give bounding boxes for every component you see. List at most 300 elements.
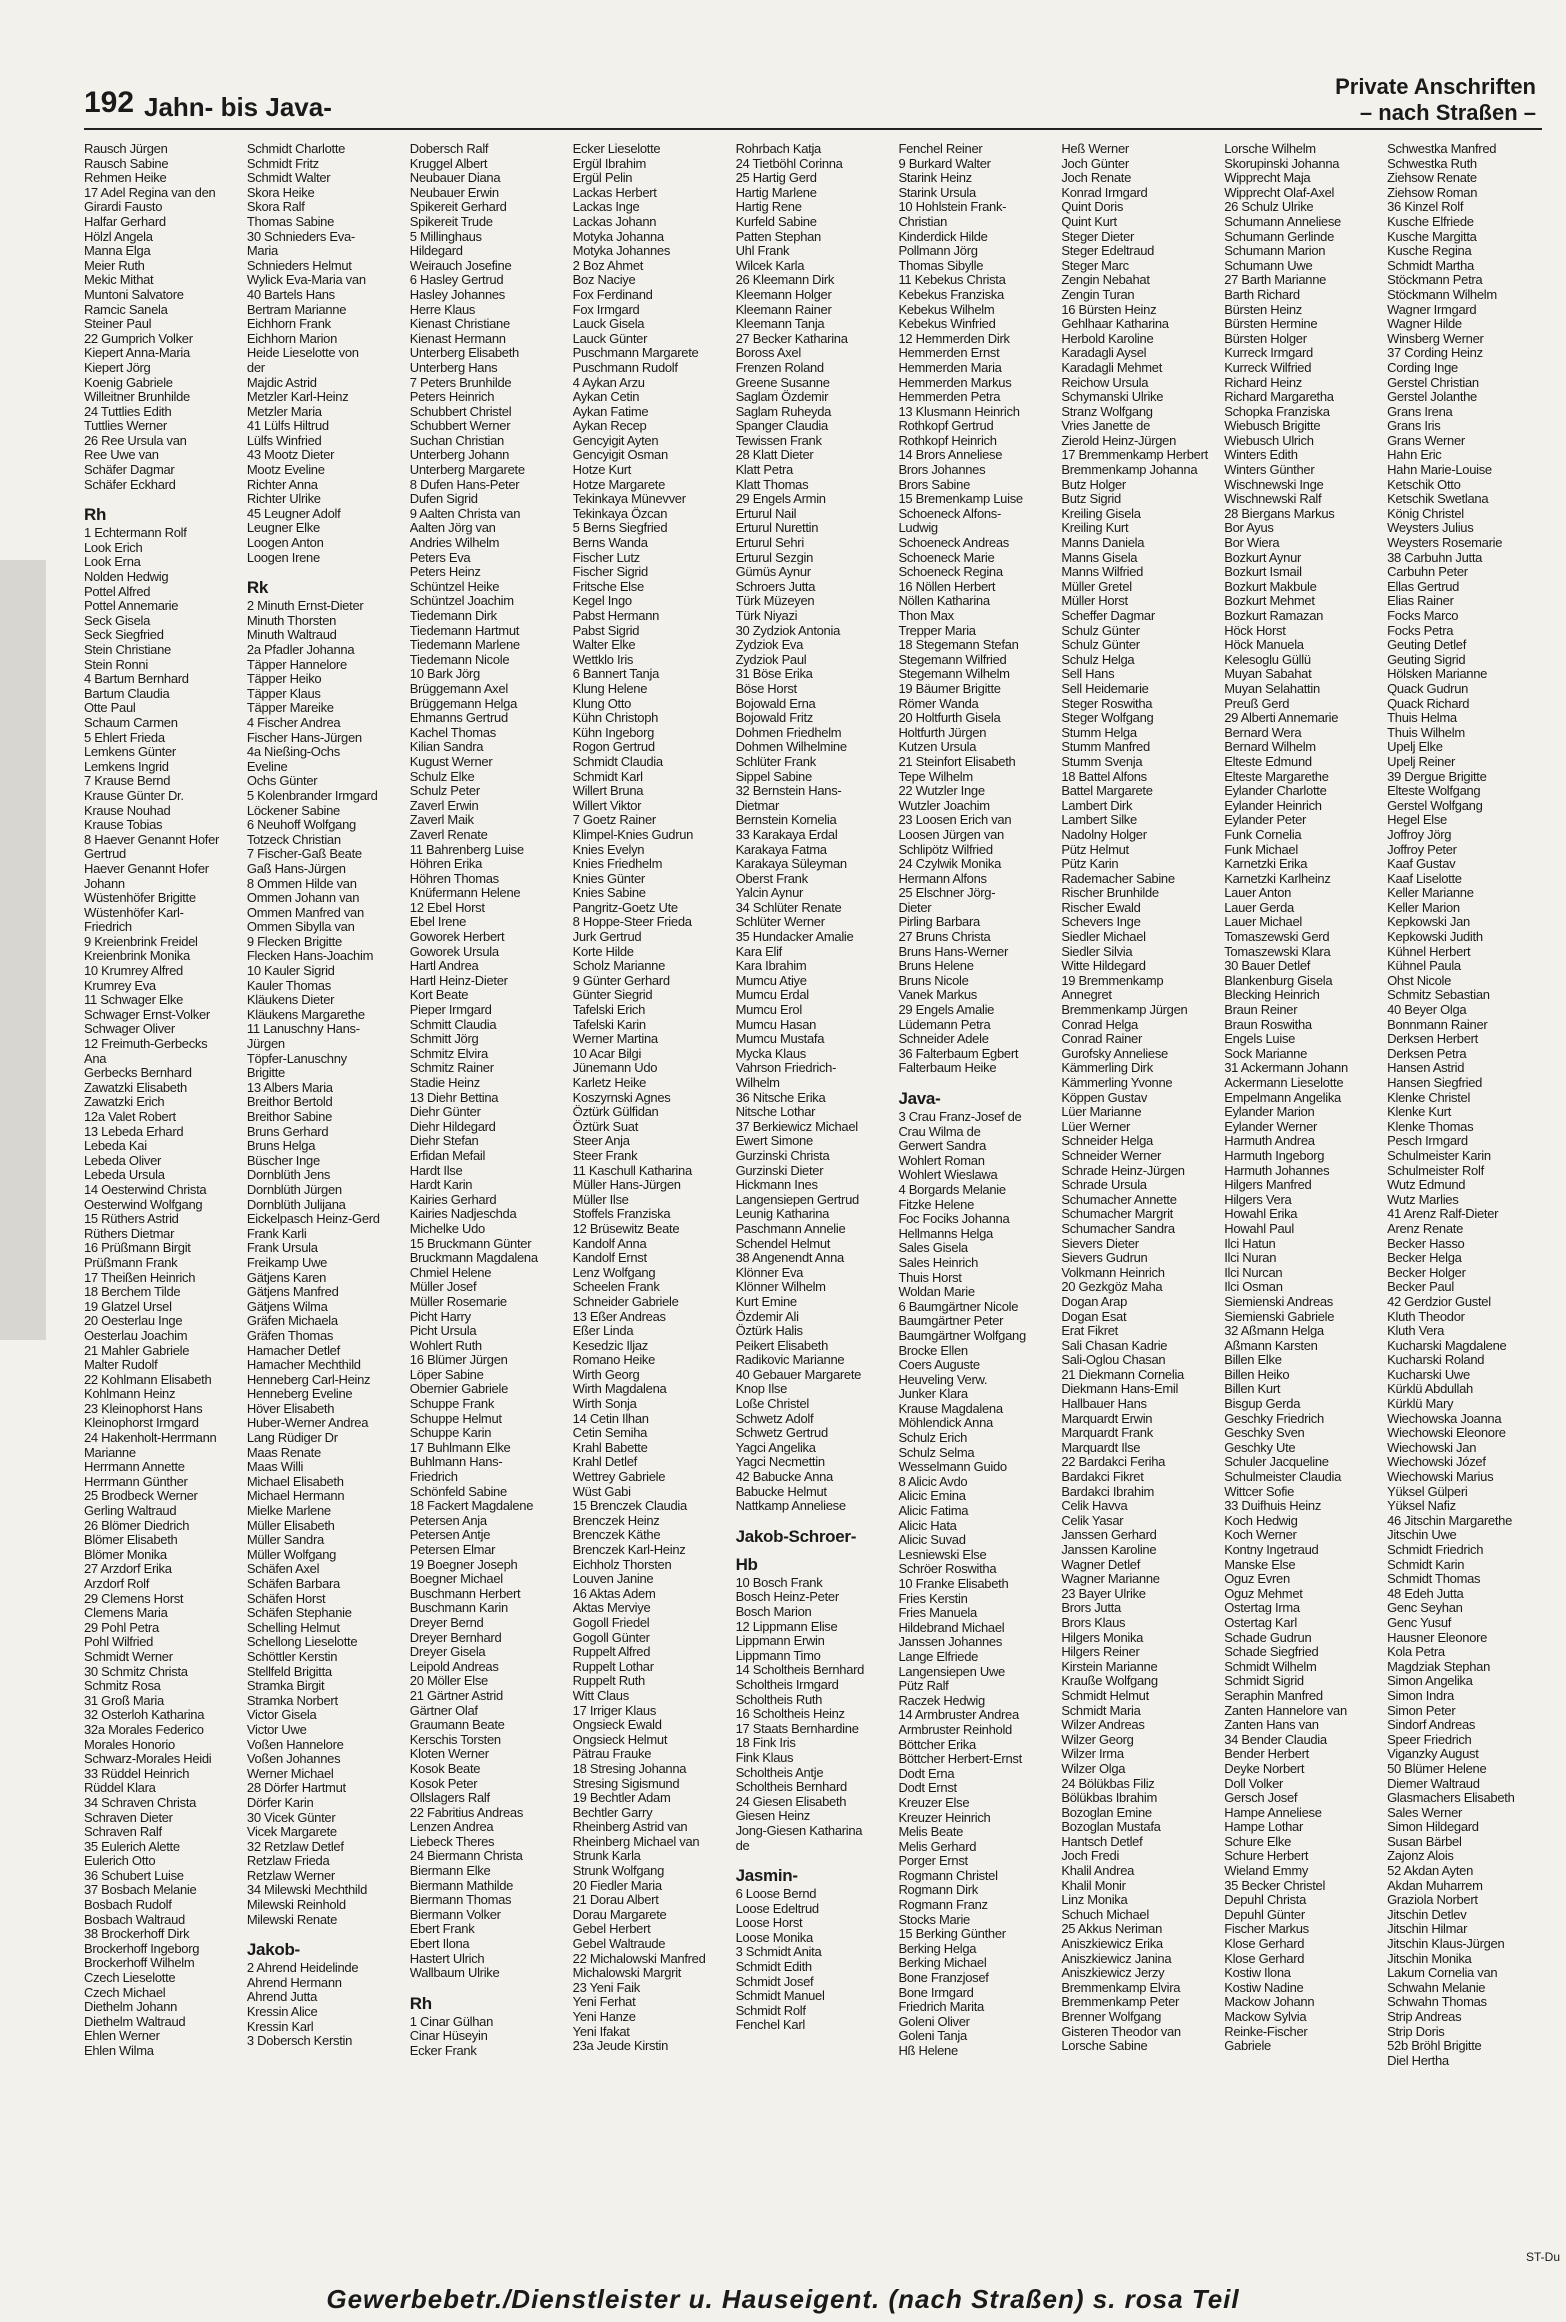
directory-entry: Korte Hilde — [572, 943, 634, 959]
directory-entry: Schmidt Sigrid — [1224, 1673, 1304, 1689]
directory-entry: Tiedemann Nicole — [409, 651, 510, 667]
directory-entry: Wohlert Wieslawa — [898, 1167, 998, 1183]
directory-entry: 32 Bernstein Hans- — [735, 783, 842, 799]
directory-entry: Bisgup Gerda — [1224, 1396, 1301, 1412]
directory-entry: Hermann Alfons — [898, 870, 987, 886]
directory-entry: 26 Kleemann Dirk — [735, 272, 835, 288]
directory-entry: Siemienski Andreas — [1224, 1293, 1334, 1309]
directory-entry: 5 Kolenbrander Irmgard — [246, 787, 378, 803]
directory-entry: Schulz Elke — [409, 768, 475, 784]
directory-entry: 6 Hasley Gertrud — [409, 272, 504, 288]
directory-entry: Dieter — [898, 899, 932, 915]
section-title — [1335, 74, 1536, 126]
directory-entry: Michael Elisabeth — [246, 1473, 344, 1489]
directory-entry: Blömer Elisabeth — [84, 1532, 178, 1548]
directory-entry: 7 Fischer-Gaß Beate — [246, 846, 362, 862]
directory-entry: Eylander Heinrich — [1224, 797, 1322, 813]
directory-entry: Brüggemann Helga — [409, 695, 517, 711]
directory-entry: Ergül Pelin — [572, 170, 633, 186]
directory-entry: Müller Horst — [1061, 593, 1128, 609]
directory-entry: Friedrich — [409, 1469, 458, 1485]
directory-entry: 10 Bark Jörg — [409, 666, 480, 682]
directory-entry: 2a Pfadler Johanna — [246, 642, 355, 657]
directory-entry: Lange Elfriede — [898, 1648, 979, 1664]
directory-entry: Wieland Emmy — [1224, 1863, 1309, 1879]
directory-entry: Wiechowski Marius — [1387, 1469, 1494, 1485]
directory-entry: Bozoglan Mustafa — [1061, 1819, 1161, 1835]
directory-entry: Junker Klara — [898, 1386, 968, 1402]
directory-entry: Derksen Herbert — [1387, 1031, 1478, 1047]
directory-entry: Peters Eva — [409, 549, 471, 565]
directory-entry: Tewissen Frank — [735, 432, 822, 448]
directory-entry: Schumann Anneliese — [1224, 213, 1341, 229]
directory-entry: Kürklü Abdullah — [1387, 1381, 1473, 1397]
directory-entry: Lorsche Wilhelm — [1224, 142, 1316, 156]
directory-entry: Minuth Thorsten — [246, 612, 337, 628]
directory-entry: Jitschin Detlev — [1387, 1906, 1467, 1922]
directory-entry: 40 Beyer Olga — [1387, 1002, 1467, 1018]
directory-entry: Krause Nouhad — [84, 802, 171, 818]
directory-entry: 30 Zydziok Antonia — [735, 622, 841, 638]
directory-entry: Quint Doris — [1061, 199, 1124, 215]
directory-entry: Klatt Petra — [735, 462, 793, 478]
directory-entry: Simon Angelika — [1387, 1673, 1473, 1689]
directory-entry: Eylander Peter — [1224, 812, 1307, 828]
directory-entry: Mumcu Hasan — [735, 1016, 817, 1032]
directory-entry: Steiner Paul — [84, 316, 152, 332]
directory-entry: Kleemann Rainer — [735, 301, 832, 317]
directory-entry: Loogen Anton — [246, 535, 324, 551]
directory-entry: Wiechowska Joanna — [1387, 1410, 1502, 1426]
directory-entry: Unterberg Margarete — [409, 462, 525, 478]
directory-entry: Vries Janette de — [1061, 418, 1151, 434]
directory-entry: Ebert Ilona — [409, 1936, 470, 1952]
directory-entry: Sales Heinrich — [898, 1254, 979, 1270]
directory-entry: Lemkens Günter — [84, 744, 176, 760]
directory-entry: 38 Carbuhn Jutta — [1387, 549, 1483, 565]
directory-entry: Müller Rosemarie — [409, 1293, 507, 1309]
directory-entry: Köppen Gustav — [1061, 1089, 1148, 1105]
directory-entry: Kreienbrink Monika — [84, 948, 190, 964]
directory-entry: Neubauer Erwin — [409, 184, 499, 200]
directory-entry: 32a Morales Federico — [84, 1721, 204, 1737]
directory-entry: Scholtheis Irmgard — [735, 1676, 839, 1692]
directory-entry: Gencyigit Ayten — [572, 432, 659, 448]
directory-entry: Maas Willi — [246, 1459, 304, 1475]
directory-entry: 45 Leugner Adolf — [246, 505, 341, 521]
directory-entry: Sievers Gudrun — [1061, 1250, 1148, 1266]
directory-entry: Klimpel-Knies Gudrun — [572, 826, 694, 842]
directory-entry: Bozkurt Aynur — [1224, 549, 1302, 565]
directory-entry: 25 Hartig Gerd — [735, 170, 817, 186]
directory-entry: Gerwert Sandra — [898, 1138, 987, 1154]
directory-entry: Porger Ernst — [898, 1853, 968, 1869]
directory-entry: Diehr Hildegard — [409, 1118, 496, 1134]
directory-entry: Kebekus Wilhelm — [898, 301, 995, 317]
directory-entry: Dörfer Karin — [246, 1794, 314, 1810]
directory-entry: Siedler Michael — [1061, 929, 1146, 945]
directory-entry: 2 Boz Ahmet — [572, 257, 644, 273]
directory-entry: Neubauer Diana — [409, 170, 501, 186]
directory-entry: 7 Krause Bernd — [84, 773, 171, 789]
directory-entry: 20 Oesterlau Inge — [84, 1313, 183, 1329]
directory-entry: Knop Ilse — [735, 1381, 788, 1397]
directory-entry: Marquardt Ilse — [1061, 1439, 1141, 1455]
directory-entry: Fox Irmgard — [572, 301, 640, 317]
directory-entry: Lauer Michael — [1224, 914, 1302, 930]
directory-entry: Bor Wiera — [1224, 535, 1280, 551]
directory-entry: Bremmenkamp Johanna — [1061, 462, 1198, 478]
directory-entry: Brenner Wolfgang — [1061, 2009, 1162, 2024]
directory-entry: Otte Paul — [84, 700, 136, 716]
directory-entry: Knies Friedhelm — [572, 856, 663, 872]
directory-entry: Schade Siegfried — [1224, 1644, 1319, 1660]
directory-entry: Lenz Wolfgang — [572, 1264, 656, 1280]
directory-entry: Oguz Mehmet — [1224, 1585, 1303, 1601]
directory-entry: 16 Aktas Adem — [572, 1585, 656, 1601]
directory-entry: Grans Werner — [1387, 432, 1465, 448]
directory-entry: Schrade Ursula — [1061, 1177, 1147, 1193]
directory-entry: Alicic Hata — [898, 1517, 957, 1533]
directory-entry: Becker Paul — [1387, 1279, 1454, 1295]
directory-entry: 8 Alicic Avdo — [898, 1473, 968, 1489]
directory-entry: Hardt Karin — [409, 1177, 473, 1193]
directory-entry: Girardi Fausto — [84, 199, 163, 215]
directory-entry: Kairies Nadjeschda — [409, 1206, 517, 1222]
directory-entry: Howahl Erika — [1224, 1206, 1298, 1222]
directory-entry: Rausch Sabine — [84, 155, 169, 171]
directory-entry: Geuting Sigrid — [1387, 651, 1466, 667]
directory-entry: Bruns Helene — [898, 958, 974, 974]
directory-entry: Wutz Edmund — [1387, 1177, 1466, 1193]
directory-entry: Steger Roswitha — [1061, 695, 1153, 711]
directory-entry: Wohlert Ruth — [409, 1337, 482, 1353]
directory-entry: 50 Blümer Helene — [1387, 1760, 1487, 1776]
directory-entry: Kerschis Torsten — [409, 1731, 501, 1747]
directory-entry: Ehlen Werner — [84, 2028, 160, 2044]
directory-entry: Muntoni Salvatore — [84, 286, 184, 302]
directory-entry: Ketschik Otto — [1387, 476, 1461, 492]
directory-entry — [247, 1927, 404, 1933]
directory-entry: 34 Schlüter Renate — [735, 899, 842, 915]
directory-entry: Cording Inge — [1387, 359, 1458, 375]
directory-entry: Schöttler Kerstin — [246, 1648, 338, 1664]
directory-entry: Lackas Inge — [572, 199, 640, 215]
directory-entry: 17 Adel Regina van den — [84, 184, 216, 200]
directory-entry: Harmuth Ingeborg — [1224, 1147, 1325, 1163]
directory-entry — [84, 492, 241, 498]
directory-entry: Oesterwind Wolfgang — [84, 1196, 203, 1212]
street-heading: Hb — [735, 1554, 758, 1574]
directory-entry: Leugner Elke — [246, 520, 320, 536]
directory-entry: Diethelm Waltraud — [84, 2013, 186, 2029]
directory-entry: Gabriele — [1224, 2038, 1271, 2054]
directory-entry: Wischnewski Inge — [1224, 476, 1324, 492]
directory-entry: Thon Max — [898, 608, 954, 623]
directory-entry: Goleni Tanja — [898, 2028, 967, 2044]
directory-entry: Eveline — [246, 758, 288, 774]
directory-entry: Morales Honorio — [84, 1736, 175, 1752]
directory-entry: Schmidt Charlotte — [246, 142, 346, 156]
directory-entry: Hantsch Detlef — [1061, 1833, 1143, 1849]
directory-entry: Stegemann Wilhelm — [898, 666, 1010, 682]
directory-entry: Focks Petra — [1387, 622, 1454, 638]
directory-entry: Schmidt Martha — [1387, 257, 1474, 273]
directory-entry: 9 Burkard Walter — [898, 155, 991, 171]
directory-entry: 19 Bremmenkamp — [1061, 972, 1164, 988]
street-heading: Jakob- — [246, 1940, 300, 1960]
directory-entry: Loose Horst — [735, 1915, 803, 1931]
directory-entry: Radikovic Marianne — [735, 1352, 845, 1368]
directory-entry: Unterberg Elisabeth — [409, 345, 519, 361]
directory-entry: Tafelski Erich — [572, 1002, 646, 1018]
directory-entry: Scholtheis Bernhard — [735, 1779, 847, 1795]
directory-entry: Ebert Frank — [409, 1921, 475, 1937]
directory-entry: Weysters Julius — [1387, 520, 1474, 536]
directory-entry: Herre Klaus — [409, 301, 476, 317]
directory-entry: Zanten Hannelore van — [1224, 1702, 1347, 1718]
directory-entry: Hellmanns Helga — [898, 1225, 993, 1241]
directory-entry: Schure Elke — [1224, 1833, 1292, 1849]
directory-entry: Skora Heike — [246, 184, 315, 200]
directory-entry: Schoeneck Marie — [898, 549, 995, 565]
directory-entry: Steer Frank — [572, 1147, 638, 1163]
directory-entry: Woldan Marie — [898, 1284, 975, 1300]
directory-entry: 28 Klatt Dieter — [735, 447, 814, 463]
directory-entry: Rogmann Christel — [898, 1867, 998, 1883]
directory-entry: Cetin Semiha — [572, 1425, 648, 1441]
directory-entry: Karnetzki Erika — [1224, 856, 1308, 872]
directory-entry: Kreiling Gisela — [1061, 505, 1141, 521]
directory-entry: Aßmann Karsten — [1224, 1337, 1318, 1353]
directory-entry: Wilcek Karla — [735, 257, 805, 273]
directory-entry: Lauer Anton — [1224, 885, 1292, 901]
directory-entry: Motyka Johannes — [572, 243, 671, 259]
directory-entry: Ruppelt Lothar — [572, 1658, 654, 1674]
directory-entry: Crau Wilma de — [898, 1123, 981, 1139]
directory-entry: Rausch Jürgen — [84, 142, 168, 156]
directory-entry: 34 Schraven Christa — [84, 1794, 197, 1810]
directory-entry: Krause Tobias — [84, 817, 163, 833]
directory-entry: Trepper Maria — [898, 622, 976, 638]
directory-entry: Kühn Christoph — [572, 710, 659, 726]
directory-entry: Zajonz Alois — [1387, 1848, 1454, 1864]
directory-entry: 39 Dergue Brigitte — [1387, 768, 1487, 784]
directory-entry: Peters Heinz — [409, 564, 481, 580]
directory-entry: Kürklü Mary — [1387, 1396, 1454, 1412]
directory-entry: Becker Helga — [1387, 1250, 1462, 1266]
directory-entry: Hilgers Vera — [1224, 1191, 1292, 1207]
directory-entry: Rogmann Franz — [898, 1897, 988, 1913]
directory-entry: Ana — [84, 1050, 107, 1066]
directory-entry: Hausner Eleonore — [1387, 1629, 1488, 1645]
directory-entry: Täpper Heiko — [246, 671, 322, 687]
directory-entry: Zengin Turan — [1061, 286, 1135, 302]
directory-entry: Schumacher Margrit — [1061, 1206, 1173, 1222]
directory-columns — [84, 142, 1544, 2252]
directory-entry: Schmitt Claudia — [409, 1016, 497, 1032]
directory-entry: 30 Bauer Detlef — [1224, 958, 1311, 974]
directory-entry: Schulz Helga — [1061, 651, 1135, 667]
directory-entry: Müller Wolfgang — [246, 1546, 337, 1562]
directory-entry: Schure Herbert — [1224, 1848, 1309, 1864]
directory-entry: Brors Sabine — [898, 476, 971, 492]
directory-entry: Stöckmann Wilhelm — [1387, 286, 1497, 302]
directory-entry: Dornblüth Jens — [246, 1167, 331, 1183]
directory-entry: Schendel Helmut — [735, 1235, 831, 1251]
directory-entry: Schwager Ernst-Volker — [84, 1006, 210, 1022]
directory-entry: Schlipötz Wilfried — [898, 841, 993, 857]
directory-entry: Pütz Ralf — [898, 1678, 949, 1694]
directory-entry: Blankenburg Gisela — [1224, 972, 1333, 988]
directory-entry: Goworek Ursula — [409, 943, 499, 959]
directory-entry: 46 Jitschin Margarethe — [1387, 1512, 1513, 1528]
directory-entry: Schade Gudrun — [1224, 1629, 1312, 1645]
directory-entry: Freikamp Uwe — [246, 1254, 328, 1270]
directory-entry: Gerstel Wolfgang — [1387, 797, 1483, 813]
directory-entry: Büscher Inge — [246, 1152, 320, 1168]
directory-entry: 12 Ebel Horst — [409, 899, 485, 915]
directory-entry: Peters Heinrich — [409, 389, 495, 405]
street-heading: Rk — [246, 578, 269, 598]
directory-entry: Bürsten Heinz — [1224, 301, 1302, 317]
directory-entry: Harmuth Johannes — [1224, 1162, 1330, 1178]
directory-entry: 5 Berns Siegfried — [572, 520, 668, 536]
directory-entry: Hartl Andrea — [409, 958, 479, 974]
directory-entry: Heide Lieselotte von — [246, 345, 359, 361]
directory-entry: Nattkamp Anneliese — [735, 1498, 846, 1514]
directory-entry: Joch Fredi — [1061, 1848, 1120, 1864]
directory-entry: Scheelen Frank — [572, 1279, 660, 1295]
directory-entry: Hansen Siegfried — [1387, 1075, 1483, 1090]
directory-entry: Bürsten Hermine — [1224, 316, 1318, 332]
directory-entry: Bozkurt Makbule — [1224, 578, 1317, 594]
directory-entry: Armbruster Reinhold — [898, 1721, 1012, 1737]
directory-entry: Höver Elisabeth — [246, 1400, 335, 1416]
directory-entry: Stresing Sigismund — [572, 1775, 680, 1791]
directory-entry: Bechtler Garry — [572, 1804, 653, 1820]
directory-entry: Buhlmann Hans- — [409, 1454, 503, 1470]
directory-entry: Wipprecht Olaf-Axel — [1224, 184, 1335, 200]
directory-entry: Krauße Wolfgang — [1061, 1673, 1158, 1689]
directory-entry: Kosok Peter — [409, 1775, 478, 1791]
directory-entry: Focks Marco — [1387, 608, 1459, 623]
directory-entry: Siemienski Gabriele — [1224, 1308, 1335, 1324]
directory-entry: Pabst Hermann — [572, 608, 660, 623]
directory-entry: Jitschin Uwe — [1387, 1527, 1457, 1543]
directory-entry: Schmidt Walter — [246, 170, 331, 186]
directory-entry: Töpfer-Lanuschny — [246, 1050, 347, 1066]
directory-entry: Kläukens Dieter — [246, 992, 335, 1008]
directory-entry: Kaaf Liselotte — [1387, 870, 1462, 886]
directory-entry: Susan Bärbel — [1387, 1833, 1462, 1849]
directory-entry: Kurt Emine — [735, 1293, 797, 1309]
directory-entry: 40 Gebauer Margarete — [735, 1366, 862, 1382]
directory-entry: Schuppe Frank — [409, 1396, 495, 1412]
directory-entry: de — [735, 1837, 750, 1853]
directory-entry: Gerbecks Bernhard — [84, 1065, 192, 1081]
directory-entry: Hotze Margarete — [572, 476, 665, 492]
directory-entry: Jurk Gertrud — [572, 929, 642, 945]
directory-entry: Berns Wanda — [572, 535, 648, 551]
directory-entry: Winters Günther — [1224, 462, 1315, 478]
directory-entry: Battel Margarete — [1061, 783, 1153, 799]
directory-entry: Pieper Irmgard — [409, 1002, 492, 1018]
directory-entry: Lüdemann Petra — [898, 1016, 991, 1032]
street-heading: Jasmin- — [735, 1866, 798, 1886]
directory-entry: Ommen Sibylla van — [246, 919, 355, 935]
directory-entry: Krumrey Eva — [84, 977, 156, 993]
directory-entry: Lüer Werner — [1061, 1118, 1131, 1134]
directory-entry: Fischer Hans-Jürgen — [246, 729, 362, 745]
directory-entry: Steger Wolfgang — [1061, 710, 1154, 726]
directory-entry: Saglam Ruheyda — [735, 403, 832, 419]
directory-entry: Meier Ruth — [84, 257, 145, 273]
directory-entry: Empelmann Angelika — [1224, 1089, 1341, 1105]
directory-entry: Bremmenkamp Peter — [1061, 1994, 1180, 2010]
directory-entry: 10 Hohlstein Frank- — [898, 199, 1007, 215]
directory-entry: 16 Scholtheis Heinz — [735, 1706, 845, 1722]
directory-entry: Schäfen Horst — [246, 1590, 326, 1606]
directory-entry: Pabst Sigrid — [572, 622, 640, 638]
directory-entry: Schraven Ralf — [84, 1824, 162, 1840]
directory-entry: Brors Jutta — [1061, 1600, 1121, 1616]
directory-entry: Schmitz Elvira — [409, 1045, 488, 1061]
directory-entry: Harmuth Andrea — [1224, 1133, 1315, 1149]
directory-entry: Boegner Michael — [409, 1571, 503, 1587]
directory-entry: Brenczek Käthe — [572, 1527, 661, 1543]
directory-entry: Schulz Günter — [1061, 637, 1140, 653]
directory-entry: Krause Günter Dr. — [84, 787, 184, 803]
directory-entry: Leunig Katharina — [735, 1206, 830, 1222]
directory-entry: 26 Schulz Ulrike — [1224, 199, 1314, 215]
directory-entry: Bender Herbert — [1224, 1746, 1309, 1762]
directory-entry — [736, 1853, 893, 1859]
side-code: ST-Du — [1525, 2250, 1560, 2264]
directory-entry: Schmidt Rolf — [735, 2002, 806, 2018]
directory-entry: Spikereit Trude — [409, 213, 493, 229]
directory-entry: Kiepert Anna-Maria — [84, 345, 190, 361]
directory-entry: Weirauch Josefine — [409, 257, 512, 273]
directory-entry: 22 Gumprich Volker — [84, 330, 193, 346]
directory-entry: Grans Iris — [1387, 418, 1441, 434]
directory-entry: Dohmen Friedhelm — [735, 724, 842, 740]
directory-entry: Butz Sigrid — [1061, 491, 1121, 507]
directory-entry: 18 Fink Iris — [735, 1735, 796, 1751]
directory-entry: Walter Elke — [572, 637, 636, 653]
directory-entry: Täpper Mareike — [246, 700, 334, 716]
directory-entry: Knies Günter — [572, 870, 645, 886]
directory-entry: 25 Akkus Neriman — [1061, 1921, 1163, 1937]
directory-entry: Christian — [898, 213, 948, 229]
directory-entry: Kluth Vera — [1387, 1323, 1445, 1339]
directory-entry: Strip Andreas — [1387, 2009, 1462, 2024]
directory-entry: Kämmerling Yvonne — [1061, 1075, 1173, 1090]
directory-entry: 2 Minuth Ernst-Dieter — [246, 598, 364, 614]
directory-entry: Baumgärtner Wolfgang — [898, 1327, 1026, 1343]
directory-entry: Koch Werner — [1224, 1527, 1297, 1543]
directory-entry: Ohst Nicole — [1387, 972, 1452, 988]
directory-entry: Keller Marion — [1387, 899, 1460, 915]
directory-entry: 24 Tietböhl Corinna — [735, 155, 843, 171]
directory-entry: Schevers Inge — [1061, 914, 1141, 930]
directory-entry: 23a Jeude Kirstin — [572, 2038, 669, 2054]
directory-entry: 22 Fabritius Andreas — [409, 1804, 524, 1820]
directory-entry: Stramka Birgit — [246, 1678, 325, 1694]
directory-entry: Langensiepen Gertrud — [735, 1191, 859, 1207]
directory-entry: Karakaya Fatma — [735, 841, 827, 857]
directory-entry: Hardt Ilse — [409, 1162, 463, 1178]
